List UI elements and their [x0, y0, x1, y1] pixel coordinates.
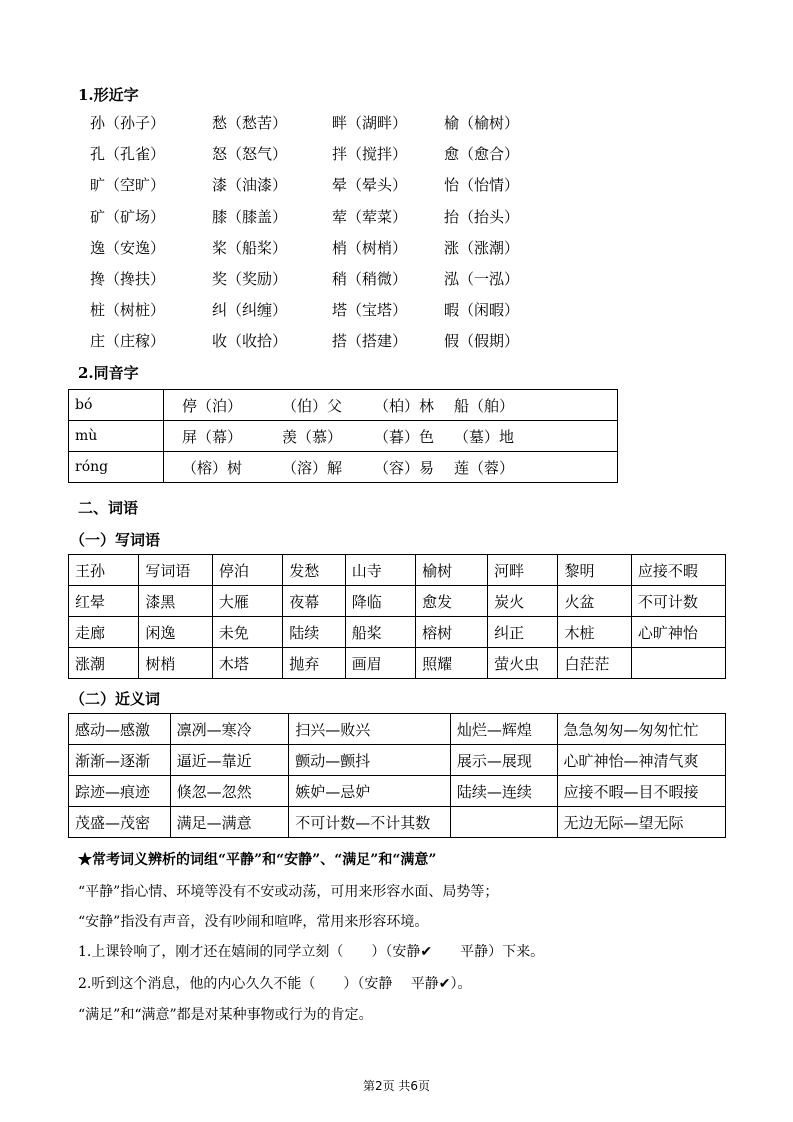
word-cell: 白茫茫: [558, 648, 631, 679]
similar-char-item: 纠（纠缠）: [212, 301, 288, 320]
pinyin-cell: bó: [69, 390, 164, 421]
similar-chars-title: 1.形近字: [78, 86, 139, 104]
similar-char-item: 奖（奖励）: [212, 270, 288, 288]
similar-char-item: 孔（孔雀）: [90, 145, 166, 164]
synonym-cell: 倏忽—忽然: [170, 776, 289, 807]
word-cell: 红晕: [69, 586, 139, 617]
table-row: [69, 617, 726, 648]
word-cell: 降临: [345, 586, 415, 617]
similar-char-item: 孙（孙子）: [90, 114, 166, 132]
page-footer: 第2页 共6页: [362, 1079, 431, 1093]
word-cell: 闲逸: [139, 617, 212, 648]
word-cell: 树梢: [139, 648, 212, 679]
homophone-cell: [164, 421, 618, 452]
synonym-cell: 满足—满意: [170, 807, 289, 838]
similar-char-item: 梢（树梢）: [332, 238, 408, 257]
write-words-table: [68, 554, 726, 679]
word-cell: 大雁: [212, 586, 282, 617]
similar-char-item: 拌（搅拌）: [332, 145, 408, 164]
similar-char-item: 搭（搭建）: [332, 332, 408, 351]
similar-char-item: 稍（稍微）: [332, 270, 408, 288]
homophone-table: [68, 389, 618, 483]
word-cell: 纠正: [488, 617, 558, 648]
homophone-cell: [164, 452, 618, 483]
similar-char-item: 收（收拾）: [212, 332, 288, 351]
pinyin-cell: róng: [69, 452, 164, 483]
similar-char-item: 晕（晕头）: [332, 176, 408, 195]
similar-char-item: 庄（庄稼）: [90, 332, 166, 351]
table-row: [69, 807, 726, 838]
synonym-cell: 凛冽—寒冷: [170, 714, 289, 745]
word-cell: 应接不暇: [631, 555, 725, 586]
similar-char-item: 逸（安逸）: [90, 238, 166, 257]
similar-char-item: 怒（怒气）: [212, 145, 288, 164]
synonyms-title: （二）近义词: [70, 690, 161, 708]
homophone-item: （暮）色: [374, 427, 435, 446]
synonym-cell: 扫兴—败兴: [289, 714, 451, 745]
word-cell: [631, 648, 725, 679]
similar-char-item: 愈（愈合）: [444, 145, 520, 164]
word-cell: 木塔: [212, 648, 282, 679]
synonym-cell: 嫉妒—忌妒: [289, 776, 451, 807]
word-cell: 抛弃: [283, 648, 345, 679]
similar-char-item: 畔（湖畔）: [332, 114, 408, 132]
homophone-item: （伯）父: [282, 396, 343, 415]
word-cell: 火盆: [558, 586, 631, 617]
word-cell: 木桩: [558, 617, 631, 648]
word-cell: 榕树: [416, 617, 488, 648]
homophone-item: 停（泊）: [182, 396, 243, 415]
word-cell: 未免: [212, 617, 282, 648]
homophone-cell: [164, 390, 618, 421]
similar-char-item: 榆（榆树）: [444, 114, 520, 132]
word-cell: 山寺: [345, 555, 415, 586]
word-cell: 愈发: [416, 586, 488, 617]
synonym-cell: 茂盛—茂密: [69, 807, 171, 838]
word-cell: 照耀: [416, 648, 488, 679]
word-cell: 停泊: [212, 555, 282, 586]
homophone-item: 屏（幕）: [182, 427, 243, 446]
similar-char-item: 桩（树桩）: [90, 301, 166, 320]
question-2: 2.听到这个消息，他的内心久久不能（ ）（安静 平静✔）。: [78, 976, 472, 992]
word-cell: 画眉: [345, 648, 415, 679]
word-cell: 炭火: [488, 586, 558, 617]
word-cell: 榆树: [416, 555, 488, 586]
homophone-item: （墓）地: [454, 427, 515, 446]
table-row: [69, 648, 726, 679]
homophone-item: （柏）林: [374, 396, 435, 415]
word-cell: 河畔: [488, 555, 558, 586]
similar-char-item: 假（假期）: [444, 332, 520, 351]
similar-char-item: 愁（愁苦）: [212, 114, 288, 132]
word-cell: 王孙: [69, 555, 139, 586]
similar-char-item: 矿（矿场）: [90, 207, 166, 226]
synonym-cell: 急急匆匆—匆匆忙忙: [557, 714, 725, 745]
word-cell: 心旷神怡: [631, 617, 725, 648]
pinyin-cell: mù: [69, 421, 164, 452]
word-cell: 发愁: [283, 555, 345, 586]
notes-line-3: “满足”和“满意”都是对某种事物或行为的肯定。: [78, 1007, 373, 1023]
homophone-item: （榕）树: [182, 458, 243, 477]
notes-line-1: “平静”指心情、环境等没有不安或动荡，可用来形容水面、局势等；: [78, 884, 499, 900]
similar-char-item: 荤（荤菜）: [332, 207, 408, 226]
synonym-cell: 不可计数—不计其数: [289, 807, 451, 838]
similar-char-item: 搀（搀扶）: [90, 270, 166, 288]
synonyms-table: [68, 713, 726, 838]
synonym-cell: 踪迹—痕迹: [69, 776, 171, 807]
similar-char-item: 涨（涨潮）: [444, 238, 520, 257]
notes-heading: ★常考词义辨析的词组“平静”和“安静”、“满足”和“满意”: [78, 852, 437, 868]
homophone-item: （容）易: [374, 458, 435, 477]
table-row: [69, 586, 726, 617]
table-row: [69, 390, 618, 421]
similar-char-item: 塔（宝塔）: [332, 301, 408, 320]
word-cell: 夜幕: [283, 586, 345, 617]
synonym-cell: 陆续—连续: [450, 776, 557, 807]
word-cell: 萤火虫: [488, 648, 558, 679]
similar-char-item: 暇（闲暇）: [444, 301, 520, 320]
synonym-cell: 应接不暇—目不暇接: [557, 776, 725, 807]
synonym-cell: 灿烂—辉煌: [450, 714, 557, 745]
similar-char-item: 桨（船桨）: [212, 238, 288, 257]
synonym-cell: 渐渐—逐渐: [69, 745, 171, 776]
synonym-cell: 逼近—靠近: [170, 745, 289, 776]
similar-char-item: 泓（一泓）: [444, 270, 520, 288]
words-title: 二、词语: [78, 499, 139, 517]
word-cell: 船桨: [345, 617, 415, 648]
write-words-title: （一）写词语: [70, 531, 161, 549]
word-cell: 黎明: [558, 555, 631, 586]
synonym-cell: 展示—展现: [450, 745, 557, 776]
word-cell: 不可计数: [631, 586, 725, 617]
similar-char-item: 怡（怡情）: [444, 176, 520, 195]
notes-line-2: “安静”指没有声音，没有吵闹和喧哗，常用来形容环境。: [78, 914, 429, 930]
word-cell: 走廊: [69, 617, 139, 648]
table-row: [69, 452, 618, 483]
homophone-item: 莲（蓉）: [454, 458, 515, 477]
synonym-cell: 感动—感激: [69, 714, 171, 745]
table-row: [69, 745, 726, 776]
similar-char-item: 旷（空旷）: [90, 176, 166, 195]
table-row: [69, 421, 618, 452]
word-cell: 写词语: [139, 555, 212, 586]
synonym-cell: 无边无际—望无际: [557, 807, 725, 838]
table-row: [69, 714, 726, 745]
question-1: 1.上课铃响了，刚才还在嬉闹的同学立刻（ ）（安静✔ 平静）下来。: [78, 944, 545, 960]
homophone-title: 2.同音字: [78, 364, 139, 382]
word-cell: 陆续: [283, 617, 345, 648]
homophone-item: （溶）解: [282, 458, 343, 477]
table-row: [69, 555, 726, 586]
similar-char-item: 膝（膝盖）: [212, 207, 288, 226]
synonym-cell: [450, 807, 557, 838]
synonym-cell: 颤动—颤抖: [289, 745, 451, 776]
similar-char-item: 漆（油漆）: [212, 176, 288, 195]
word-cell: 涨潮: [69, 648, 139, 679]
homophone-item: 船（舶）: [454, 396, 515, 415]
word-cell: 漆黑: [139, 586, 212, 617]
homophone-item: 羡（慕）: [282, 427, 343, 446]
synonym-cell: 心旷神怡—神清气爽: [557, 745, 725, 776]
table-row: [69, 776, 726, 807]
similar-char-item: 抬（抬头）: [444, 207, 520, 226]
